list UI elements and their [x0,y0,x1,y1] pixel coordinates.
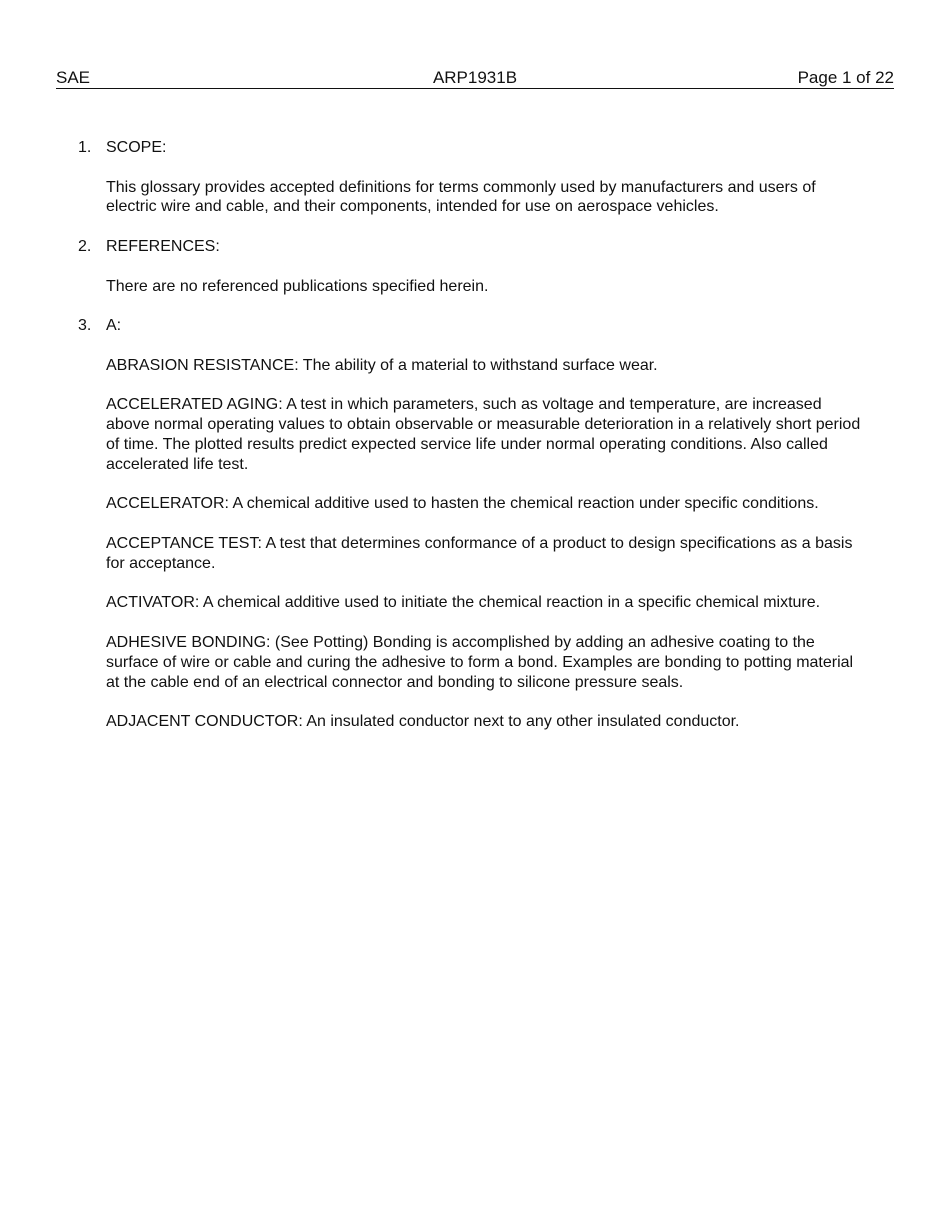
definition-acceptance-test: ACCEPTANCE TEST: A test that determines conformance of a product to design specifications as a basis for acceptance. [106,534,853,572]
references-paragraph: There are no referenced publications specified herein. [106,277,489,295]
section-heading-a [78,316,868,336]
header-doc-id: ARP1931B [432,68,518,87]
section-number: 3. [78,317,92,335]
definition-abrasion-resistance: ABRASION RESISTANCE: The ability of a material to withstand surface wear. [106,356,658,374]
section-number: 2. [78,237,92,255]
header-org: SAE [56,68,91,87]
scope-paragraph: This glossary provides accepted definitions for terms commonly used by manufacturers and users of electric wire and cable, and their components, intended for use on aerospace vehicles. [106,178,816,216]
definition-accelerator: ACCELERATOR: A chemical additive used to hasten the chemical reaction under specific conditions. [106,495,819,513]
section-heading-scope [78,138,868,158]
definition-accelerated-aging: ACCELERATED AGING: A test in which parameters, such as voltage and temperature, are increased above normal operating values to obtain observable or measurable deterioration in a relatively short period of time. The plotted results predict expected service life under normal operating conditions. Also called accelerated life test. [106,396,861,473]
definition-activator: ACTIVATOR: A chemical additive used to initiate the chemical reaction in a specific chemical mixture. [106,594,821,612]
definition-adhesive-bonding: ADHESIVE BONDING: (See Potting) Bonding is accomplished by adding an adhesive coating to the surface of wire or cable and curing the adhesive to form a bond. Examples are bonding to potting material at the cable end of an electrical connector and bonding to silicone pressure seals. [106,633,854,691]
document-body [78,138,868,752]
section-heading-references [78,237,868,257]
section-title: SCOPE: [106,139,167,156]
page-header [56,68,894,89]
section-title: REFERENCES: [106,237,220,255]
header-page-number: Page 1 of 22 [797,68,894,87]
definition-adjacent-conductor: ADJACENT CONDUCTOR: An insulated conductor next to any other insulated conductor. [106,713,740,731]
section-title: A: [106,317,122,335]
section-number: 1. [78,139,92,156]
